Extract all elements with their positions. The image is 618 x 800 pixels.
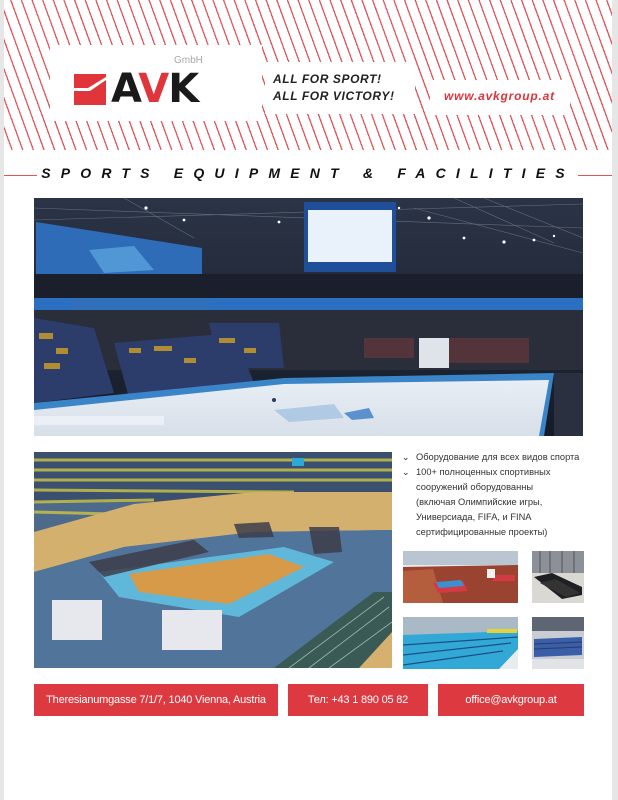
title-rule-right xyxy=(578,175,612,176)
address-box: Theresianumgasse 7/1/7, 1040 Vienna, Austria xyxy=(34,684,278,716)
stadium-seating-photo xyxy=(532,617,584,669)
feature-text-line: 100+ полноценных спортивных xyxy=(416,467,551,477)
swimming-pool-photo xyxy=(403,617,518,669)
logo-wordmark: AVK xyxy=(111,66,199,112)
section-title: SPORTS EQUIPMENT & FACILITIES xyxy=(41,165,575,181)
feature-list xyxy=(402,450,592,540)
feature-item xyxy=(402,465,592,540)
logo-gmbh: GmbH xyxy=(174,55,203,66)
feature-text: Оборудование для всех видов спорта xyxy=(416,452,580,462)
tagline-line-2: ALL FOR VICTORY! xyxy=(273,89,395,103)
feature-text-line: Универсиада, FIFA, и FINA xyxy=(416,512,532,522)
feature-item xyxy=(402,450,592,465)
logo-panel xyxy=(50,45,262,121)
email-box[interactable]: office@avkgroup.at xyxy=(438,684,584,716)
brochure-page xyxy=(4,0,612,800)
gym-treadmills-photo xyxy=(532,551,584,603)
website-link[interactable]: www.avkgroup.at xyxy=(444,89,555,103)
athletics-hall-photo xyxy=(403,551,518,603)
feature-text-line: сертифицированные проекты) xyxy=(416,527,548,537)
chevron-down-icon: ⌄ xyxy=(402,467,410,477)
avk-logo-mark-icon xyxy=(74,74,106,105)
website-panel xyxy=(430,80,570,115)
tagline-panel xyxy=(265,62,415,114)
tagline-line-1: ALL FOR SPORT! xyxy=(273,72,382,86)
title-rule-left xyxy=(4,175,37,176)
ice-arena-photo xyxy=(34,198,583,436)
chevron-down-icon: ⌄ xyxy=(402,452,410,462)
feature-text-line: (включая Олимпийские игры, xyxy=(416,497,543,507)
tagline xyxy=(273,71,395,105)
velodrome-basketball-photo xyxy=(34,452,392,668)
feature-text-line: сооружений оборудованны xyxy=(416,482,534,492)
phone-box[interactable]: Тел: +43 1 890 05 82 xyxy=(288,684,428,716)
